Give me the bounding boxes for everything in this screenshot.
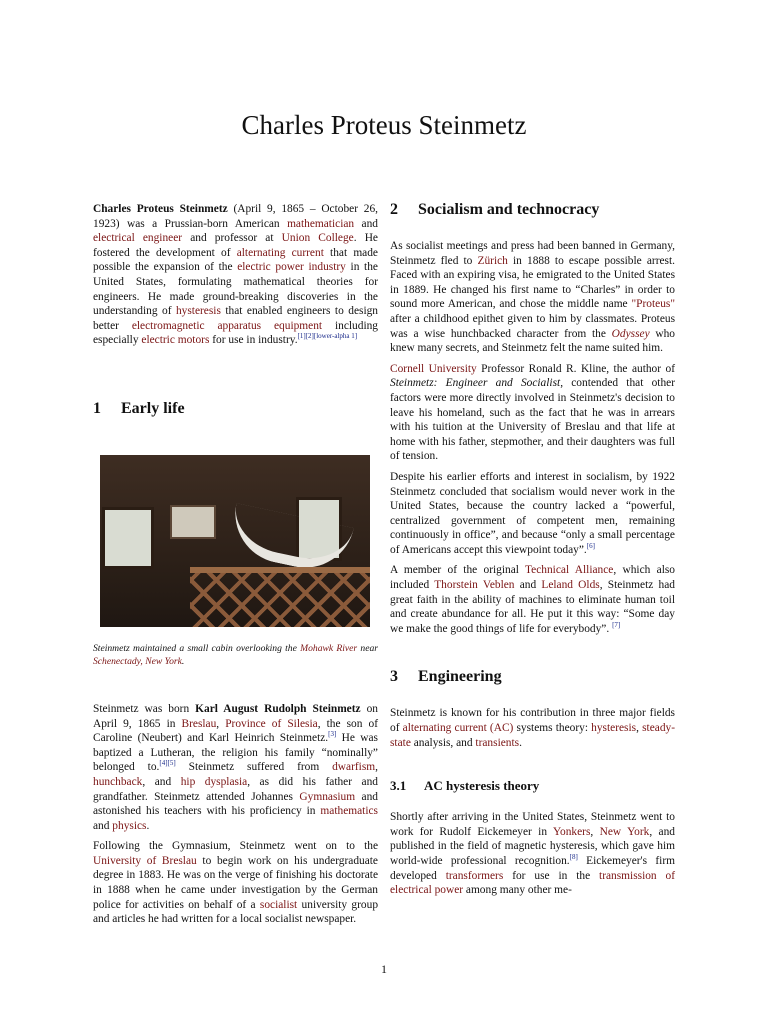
link-alternating-current[interactable]: alternating current (236, 246, 324, 259)
socialism-paragraph-1: As socialist meetings and press had been banned in Germany, Steinmetz fled to Zürich in 1888 to escape possible arrest. Faced with an expiring visa, he emigrated to the United States in 1889. He changed his first name to “Charles” in order to sound more American, and chose the middle name "Proteus" after a childhood epithet given to him by classmates. Proteus was a wise hunchbacked character from the Odyssey who knew many secrets, and Steinmetz felt the name suited him. (390, 240, 675, 355)
link-breslau[interactable]: Breslau (181, 717, 217, 730)
link-transmission-electrical-power[interactable]: transmission of electrical power (390, 869, 676, 897)
link-proteus[interactable]: "Proteus" (631, 298, 675, 311)
link-union-college[interactable]: Union College (281, 232, 354, 245)
page-number: 1 (381, 962, 387, 976)
link-electromagnetic-apparatus[interactable]: electromagnetic apparatus equipment (131, 319, 323, 332)
link-transients[interactable]: transients (475, 736, 520, 749)
subsection-heading-ac-hysteresis: 3.1 AC hysteresis theory (390, 778, 540, 794)
link-steady-state[interactable]: steady-state (390, 722, 676, 749)
link-hysteresis[interactable]: hysteresis (175, 305, 221, 318)
link-hunchback[interactable]: hunchback (93, 775, 143, 788)
early-life-paragraph-2: Following the Gymnasium, Steinmetz went on to the University of Breslau to begin work on his undergraduate degree in 1883. He was on the verge of finishing his doctorate in 1888 when he came under investigation by the German police for activities on behalf of a socialist university group and articles he had written for a local socialist newspaper. (93, 840, 379, 926)
link-hysteresis-2[interactable]: hysteresis (591, 722, 637, 735)
link-electric-power-industry[interactable]: electric power industry (237, 261, 346, 274)
reference-link[interactable]: [4][5] (159, 759, 176, 768)
window-left (102, 507, 154, 569)
socialism-paragraph-3: Despite his earlier efforts and interest in socialism, by 1922 Steinmetz concluded that socialism would never work in the United States, because the country lacked a “powerful, centralized government of competent men, remaining continuously in office”, and because “only a small percentage of Americans accept this viewpoint today”.[6] (390, 470, 675, 556)
link-schenectady[interactable]: Schenectady, New York (93, 655, 182, 667)
figure-cabin (93, 455, 378, 668)
socialism-paragraph-2: Cornell University Professor Ronald R. Kline, the author of Steinmetz: Engineer and Socialist, contended that other factors were more directly involved in Steinmetz's decision to leave his homeland, such as the fact that he was in arrears with his tuition at the University of Breslau and that life at home with his father, stepmother, and their daughters was full of tension. (390, 362, 675, 463)
link-physics[interactable]: physics (112, 819, 147, 832)
link-electrical-engineer[interactable]: electrical engineer (93, 232, 183, 245)
link-leland-olds[interactable]: Leland Olds (541, 579, 600, 592)
wooden-railing (190, 567, 370, 627)
intro-paragraph: Charles Proteus Steinmetz (April 9, 1865 – October 26, 1923) was a Prussian-born American mathematician and electrical engineer and professor at Union College. He fostered the development of alternating current that made possible the expansion of the electric power industry in the United States, formulating mathematical theories for engineers. He made ground-breaking discoveries in the understanding of hysteresis that enabled engineers to design better electromagnetic apparatus equipment including especially electric motors for use in industry.[1][2][lower-alpha 1] (93, 203, 379, 347)
section-heading-engineering: 3 Engineering (390, 668, 502, 686)
early-life-paragraph-1: Steinmetz was born Karl August Rudolph Steinmetz on April 9, 1865 in Breslau, Province of Silesia, the son of Caroline (Neubert) and Karl Heinrich Steinmetz.[3] He was baptized a Lutheran, the religion his family “nominally” belonged to.[4][5] Steinmetz suffered from dwarfism, hunchback, and hip dysplasia, as did his father and grandfather. Steinmetz attended Johannes Gymnasium and astonished his teachers with his proficiency in mathematics and physics. (93, 702, 379, 832)
link-zurich[interactable]: Zürich (477, 254, 508, 267)
figure-caption: Steinmetz maintained a small cabin overlooking the Mohawk River near Schenectady, New York. (93, 642, 379, 667)
link-yonkers[interactable]: Yonkers (552, 825, 591, 838)
section-heading-socialism: 2 Socialism and technocracy (390, 201, 600, 218)
link-dwarfism[interactable]: dwarfism (332, 761, 376, 774)
engineering-paragraph: Steinmetz is known for his contribution in three major fields of alternating current (AC) systems theory: hysteresis, steady-state analysis, and transients. (390, 707, 676, 749)
link-gymnasium[interactable]: Gymnasium (299, 790, 356, 803)
cabin-photo (100, 455, 370, 627)
link-odyssey[interactable]: Odyssey (611, 327, 650, 340)
link-electric-motors[interactable]: electric motors (141, 334, 210, 347)
ac-hysteresis-paragraph: Shortly after arriving in the United States, Steinmetz went to work for Rudolf Eickemeyer in Yonkers, New York, and published in the field of magnetic hysteresis, which gave him world-wide professional recognition.[8] Eickemeyer's firm developed transformers for use in the transmission of electrical power among many other me- (390, 811, 676, 897)
link-cornell-university[interactable]: Cornell University (390, 362, 477, 375)
link-mathematician[interactable]: mathematician (287, 217, 355, 230)
socialism-paragraph-4: A member of the original Technical Alliance, which also included Thorstein Veblen and Leland Olds, Steinmetz had great faith in the ability of machines to eliminate human toil and create abundance for all. He put it this way: “Some day we make the good things of life for everybody”. [7] (390, 564, 675, 635)
right-column (390, 201, 675, 898)
reference-link[interactable]: [6] (586, 542, 595, 551)
page-title: Charles Proteus Steinmetz (241, 110, 527, 140)
link-alternating-current-ac[interactable]: alternating current (AC) (402, 722, 514, 735)
link-province-silesia[interactable]: Province of Silesia (225, 717, 318, 730)
reference-link[interactable]: [7] (612, 621, 621, 630)
link-new-york[interactable]: New York (599, 825, 650, 838)
subject-name: Charles Proteus Steinmetz (93, 203, 228, 215)
link-university-breslau[interactable]: University of Breslau (93, 854, 197, 867)
reference-link[interactable]: [1][2][lower-alpha 1] (297, 332, 358, 341)
link-mathematics[interactable]: mathematics (320, 805, 378, 818)
link-hip-dysplasia[interactable]: hip dysplasia (180, 775, 248, 788)
link-transformers[interactable]: transformers (445, 869, 504, 882)
link-thorstein-veblen[interactable]: Thorstein Veblen (434, 579, 515, 592)
left-column (93, 202, 378, 927)
reference-link[interactable]: [3] (328, 730, 337, 739)
reference-link[interactable]: [8] (569, 853, 578, 862)
section-heading-early-life: 1 Early life (93, 399, 185, 417)
link-mohawk-river[interactable]: Mohawk River (300, 642, 358, 654)
link-technical-alliance[interactable]: Technical Alliance (525, 564, 614, 577)
wall-frame (170, 505, 216, 539)
link-socialist[interactable]: socialist (259, 898, 298, 911)
